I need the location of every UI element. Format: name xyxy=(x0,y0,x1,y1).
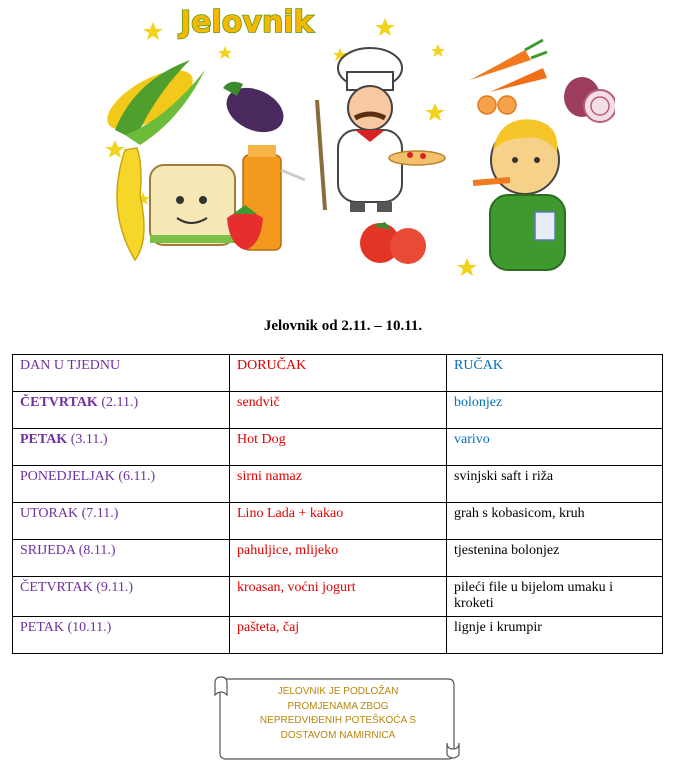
table-header-row xyxy=(13,355,663,392)
day-date: (9.11.) xyxy=(92,580,134,595)
banner-title: Jelovnik xyxy=(180,5,314,40)
day-cell xyxy=(13,392,230,429)
day-name: PONEDJELJAK xyxy=(20,469,115,484)
day-name: ČETVRTAK xyxy=(20,580,93,595)
boy-illustration xyxy=(473,119,565,270)
breakfast-cell: pašteta, čaj xyxy=(230,617,447,654)
table-row xyxy=(13,392,663,429)
table-row xyxy=(13,466,663,503)
day-cell xyxy=(13,429,230,466)
lunch-cell: bolonjez xyxy=(447,392,663,429)
day-cell xyxy=(13,540,230,577)
breakfast-cell: sendvič xyxy=(230,392,447,429)
notice-line: NEPREDVIĐENIH POTEŠKOĆA S xyxy=(259,715,417,726)
day-date: (7.11.) xyxy=(78,506,119,521)
day-date: (2.11.) xyxy=(97,395,139,410)
onion-illustration xyxy=(564,77,615,122)
menu-table-body xyxy=(13,392,663,654)
lunch-cell: svinjski saft i riža xyxy=(447,466,663,503)
table-row xyxy=(13,577,663,617)
menu-table xyxy=(12,354,663,654)
sandwich-illustration xyxy=(150,165,235,245)
banana-illustration xyxy=(117,148,144,260)
header-day: DAN U TJEDNU xyxy=(13,355,230,392)
notice-line: PROMJENAMA ZBOG xyxy=(287,700,389,712)
chef-illustration xyxy=(317,48,445,212)
menu-change-notice xyxy=(234,685,442,743)
menu-banner-illustration xyxy=(95,0,615,285)
day-name: SRIJEDA xyxy=(20,543,76,558)
corn-illustration xyxy=(98,59,205,145)
day-date: (6.11.) xyxy=(114,469,156,484)
day-name: PETAK xyxy=(20,620,64,635)
lunch-cell: grah s kobasicom, kruh xyxy=(447,503,663,540)
day-cell xyxy=(13,466,230,503)
lunch-cell: tjestenina bolonjez xyxy=(447,540,663,577)
breakfast-cell: Hot Dog xyxy=(230,429,447,466)
day-cell xyxy=(13,503,230,540)
header-lunch: RUČAK xyxy=(447,355,663,392)
table-row xyxy=(13,617,663,654)
table-row xyxy=(13,503,663,540)
carrot-illustration xyxy=(470,40,547,114)
breakfast-cell: Lino Lada + kakao xyxy=(230,503,447,540)
day-name: PETAK xyxy=(20,432,68,447)
breakfast-cell: sirni namaz xyxy=(230,466,447,503)
lunch-cell: varivo xyxy=(447,429,663,466)
menu-date-range-title: Jelovnik od 2.11. – 10.11. xyxy=(263,318,423,334)
day-name: UTORAK xyxy=(20,506,79,521)
eggplant-illustration xyxy=(219,79,290,141)
tomato-illustration xyxy=(360,222,426,264)
day-date: (10.11.) xyxy=(64,620,112,635)
notice-line: JELOVNIK JE PODLOŽAN xyxy=(277,686,399,697)
lunch-cell: lignje i krumpir xyxy=(447,617,663,654)
day-date: (8.11.) xyxy=(75,543,116,558)
notice-line: DOSTAVOM NAMIRNICA xyxy=(280,729,396,741)
breakfast-cell: kroasan, voćni jogurt xyxy=(230,577,447,617)
breakfast-cell: pahuljice, mlijeko xyxy=(230,540,447,577)
header-breakfast: DORUČAK xyxy=(230,355,447,392)
table-row xyxy=(13,429,663,466)
day-date: (3.11.) xyxy=(67,432,108,447)
lunch-cell: pileći file u bijelom umaku i kroketi xyxy=(447,577,663,617)
day-cell xyxy=(13,577,230,617)
day-name: ČETVRTAK xyxy=(20,395,98,410)
table-row xyxy=(13,540,663,577)
day-cell xyxy=(13,617,230,654)
